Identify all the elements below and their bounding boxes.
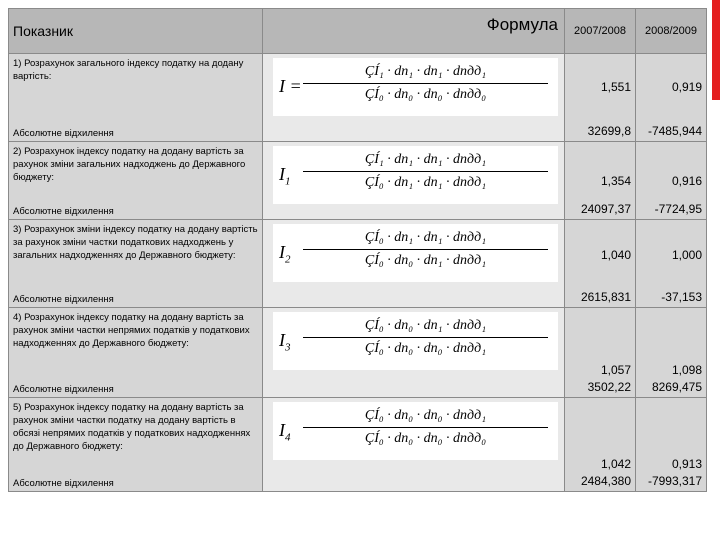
indicator-cell [9, 220, 263, 308]
indicator-description: 2) Розрахунок індексу податку на додану вартість за рахунок зміни загальних надходжень до Державного бюджету: [13, 146, 246, 183]
formula-image: $I_2$ ÇÍ₀ · dп₁ · dп₁ · dпдд₁ ÇÍ₀ · dп₀ · dп₁ · dпдд₁ [273, 224, 558, 282]
value-cell-year-1 [565, 142, 636, 220]
formula-cell [263, 308, 565, 398]
indicator-cell [9, 142, 263, 220]
index-value: 1,098 [671, 363, 702, 377]
abs-deviation-value: 3502,22 [587, 380, 631, 394]
indicator-description: 5) Розрахунок індексу податку на додану вартість за рахунок зміни частки податку на додану вартість в обсязі непрямих податків у податкових надходженнях до Державного бюджету: [13, 402, 251, 452]
formula-image: $I_4$ ÇÍ₀ · dп₀ · dп₀ · dпдд₁ ÇÍ₀ · dп₀ · dп₀ · dпдд₀ [273, 402, 558, 460]
value-cell-year-1 [565, 54, 636, 142]
indicator-description: 4) Розрахунок індексу податку на додану вартість за рахунок зміни частки непрямих податків у податкових надходженнях до Державного бюджету: [13, 312, 250, 349]
indicator-cell [9, 54, 263, 142]
abs-deviation-label: Абсолютне відхилення [13, 206, 114, 217]
abs-deviation-value: 2484,380 [580, 474, 631, 488]
formula-cell [263, 54, 565, 142]
abs-deviation-label: Абсолютне відхилення [13, 478, 114, 489]
formula-cell [263, 142, 565, 220]
value-cell-year-2 [636, 220, 707, 308]
formula-cell [263, 220, 565, 308]
index-value: 1,354 [600, 174, 631, 188]
value-cell-year-2 [636, 142, 707, 220]
abs-deviation-value: 2615,831 [580, 290, 631, 304]
value-cell-year-2 [636, 54, 707, 142]
abs-deviation-value: 24097,37 [580, 202, 631, 216]
header-year-1: 2007/2008 [565, 9, 636, 54]
header-indicator: Показник [9, 9, 263, 54]
abs-deviation-label: Абсолютне відхилення [13, 384, 114, 395]
index-value: 1,551 [600, 80, 631, 94]
index-value: 1,000 [671, 248, 702, 262]
table-row [9, 54, 707, 142]
indicator-description: 3) Розрахунок зміни індексу податку на додану вартість за рахунок зміни частки податкових надходжень у загальних надходженнях до Державного бюджету: [13, 224, 258, 261]
abs-deviation-label: Абсолютне відхилення [13, 128, 114, 139]
abs-deviation-value: 8269,475 [651, 380, 702, 394]
abs-deviation-value: -7485,944 [647, 124, 702, 138]
value-cell-year-1 [565, 398, 636, 492]
abs-deviation-value: -7993,317 [647, 474, 702, 488]
abs-deviation-value: -7724,95 [654, 202, 702, 216]
indicator-cell [9, 398, 263, 492]
indicator-description: 1) Розрахунок загального індексу податку на додану вартість: [13, 58, 244, 82]
table-row [9, 308, 707, 398]
red-accent-bar [712, 0, 720, 100]
value-cell-year-2 [636, 308, 707, 398]
vat-index-table [8, 8, 707, 492]
value-cell-year-1 [565, 220, 636, 308]
value-cell-year-2 [636, 398, 707, 492]
formula-image: $I_1$ ÇÍ₁ · dп₁ · dп₁ · dпдд₁ ÇÍ₀ · dп₁ · dп₁ · dпдд₁ [273, 146, 558, 204]
index-value: 1,040 [600, 248, 631, 262]
table-row [9, 220, 707, 308]
index-value: 0,916 [671, 174, 702, 188]
abs-deviation-value: -37,153 [661, 290, 702, 304]
header-formula: Формула [263, 9, 565, 54]
abs-deviation-value: 32699,8 [587, 124, 631, 138]
indicator-cell [9, 308, 263, 398]
value-cell-year-1 [565, 308, 636, 398]
table-row [9, 398, 707, 492]
table-row [9, 142, 707, 220]
formula-image: $I_3$ ÇÍ₀ · dп₀ · dп₁ · dпдд₁ ÇÍ₀ · dп₀ · dп₀ · dпдд₁ [273, 312, 558, 370]
abs-deviation-label: Абсолютне відхилення [13, 294, 114, 305]
index-value: 0,919 [671, 80, 702, 94]
index-value: 1,057 [600, 363, 631, 377]
table-header-row [9, 9, 707, 54]
formula-cell [263, 398, 565, 492]
header-year-2: 2008/2009 [636, 9, 707, 54]
index-value: 0,913 [671, 457, 702, 471]
index-value: 1,042 [600, 457, 631, 471]
formula-image: I = ÇÍ₁ · dп₁ · dп₁ · dпдд₁ ÇÍ₀ · dп₀ · dп₀ · dпдд₀ [273, 58, 558, 116]
